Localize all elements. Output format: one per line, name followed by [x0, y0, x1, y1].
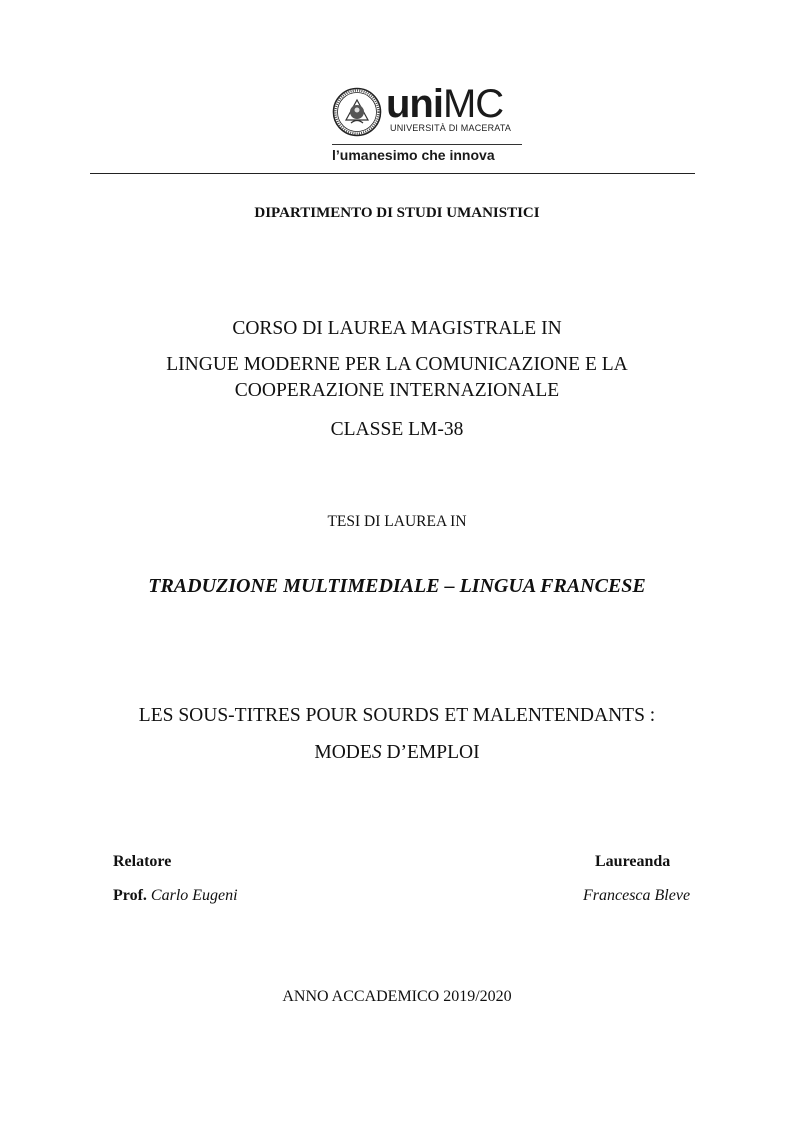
course-line-1: CORSO DI LAUREA MAGISTRALE IN [232, 318, 562, 339]
brand-wordmark: uniMC [386, 82, 504, 126]
thesis-title-line-2: MODES D’EMPLOI [314, 742, 480, 763]
academic-year: ANNO ACCADEMICO 2019/2020 [282, 988, 512, 1005]
thesis-subject: TRADUZIONE MULTIMEDIALE – LINGUA FRANCESE [148, 575, 646, 597]
department-heading: DIPARTIMENTO DI STUDI UMANISTICI [254, 205, 540, 221]
course-class: CLASSE LM-38 [330, 419, 464, 440]
relatore-name: Prof. Carlo Eugeni [113, 887, 238, 904]
laureanda-name: Francesca Bleve [583, 887, 691, 904]
relatore-label: Relatore [113, 853, 172, 870]
laureanda-label: Laureanda [595, 853, 671, 870]
university-motto: l’umanesimo che innova [332, 147, 495, 163]
header-rule [90, 173, 695, 174]
thesis-label: TESI DI LAUREA IN [327, 513, 467, 530]
university-logo [328, 82, 528, 166]
course-line-2: LINGUE MODERNE PER LA COMUNICAZIONE E LA [166, 354, 628, 375]
logo-divider [332, 144, 522, 145]
course-line-3: COOPERAZIONE INTERNAZIONALE [234, 380, 560, 401]
university-name: UNIVERSITÀ DI MACERATA [390, 123, 512, 133]
university-seal-icon [332, 87, 382, 137]
thesis-title-line-1: LES SOUS-TITRES POUR SOURDS ET MALENTENDANTS : [138, 705, 656, 726]
